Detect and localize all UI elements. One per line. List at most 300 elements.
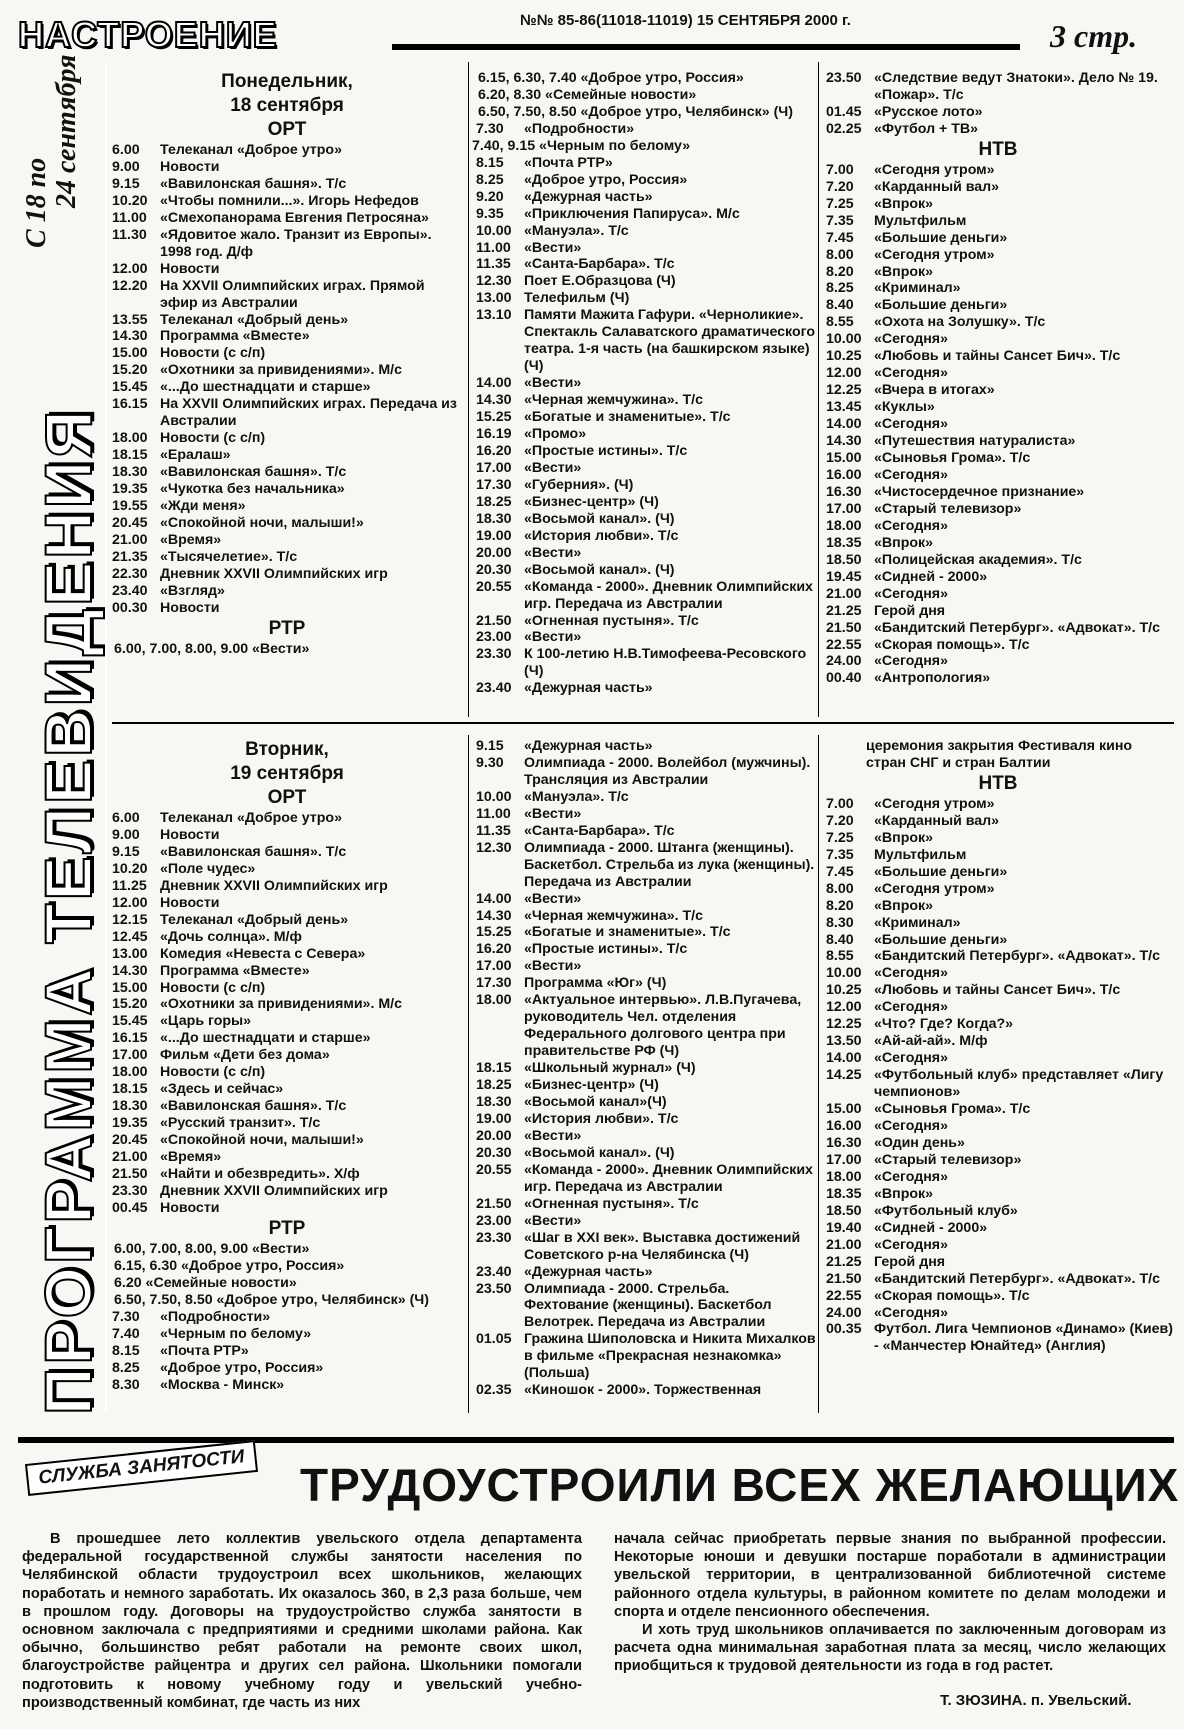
- schedule-program: «Любовь и тайны Сансет Бич». Т/с: [874, 348, 1121, 365]
- schedule-item: [822, 1220, 1174, 1237]
- schedule-program: «Криминал»: [874, 914, 961, 931]
- schedule-list: [108, 1241, 466, 1309]
- schedule-program: 7.40, 9.15 «Черным по белому»: [472, 137, 691, 154]
- schedule-program: «Почта РТР»: [160, 1342, 249, 1359]
- schedule-item: [472, 629, 816, 646]
- monday-col-1: [108, 70, 466, 658]
- schedule-time: 21.25: [826, 602, 862, 619]
- banner-dates-line2: 24 сентября: [51, 54, 82, 208]
- schedule-program: «...До шестнадцати и старше»: [160, 1030, 371, 1047]
- schedule-item: [822, 796, 1174, 813]
- schedule-item: [822, 230, 1174, 247]
- schedule-item: [822, 965, 1174, 982]
- article-paragraph: В прошедшее лето коллектив увельского отдела департамента федеральной государственной службы занятости населения по Челябинской области трудоустроил всех школьников, желающих поработать и немного заработать. Их оказалось 360, в 2,3 раза больше, чем в прошлом году. Договоры на трудоустройство служба занятости в основном заключала с предприятиями и средними школами района. Как обычно, большинство ребят работали на ремонте своих школ, благоустройстве райцентра и других сел района. Школьники помогали подготовить к новому учебному году и увельский учебно-производственный комбинат, где часть из них: [22, 1531, 582, 1711]
- masthead-title: НАСТРОЕНИЕ: [18, 14, 278, 55]
- schedule-item: [822, 247, 1174, 264]
- schedule-item: 6.00, 7.00, 8.00, 9.00 «Вести»: [114, 1240, 310, 1257]
- schedule-time: 16.15: [112, 1030, 148, 1047]
- schedule-item: 6.50, 7.50, 8.50 «Доброе утро, Челябинск» (Ч): [478, 103, 793, 120]
- schedule-time: 8.55: [826, 314, 854, 331]
- schedule-time: 18.00: [826, 1168, 862, 1185]
- schedule-program: «Футбольный клуб» представляет «Лигу чемпионов»: [874, 1067, 1164, 1101]
- schedule-item: [108, 481, 466, 498]
- schedule-item: [472, 307, 816, 375]
- schedule-program: «Почта РТР»: [524, 154, 613, 171]
- schedule-item: [822, 915, 1174, 932]
- schedule-item: [108, 328, 466, 345]
- schedule-item: [822, 399, 1174, 416]
- day-divider: [112, 722, 1174, 724]
- column-rule: [468, 735, 469, 1413]
- schedule-time: 20.30: [476, 561, 512, 578]
- schedule-time: 18.30: [112, 1098, 148, 1115]
- schedule-item: [822, 179, 1174, 196]
- schedule-time: 8.40: [826, 297, 854, 314]
- schedule-time: 7.00: [826, 161, 854, 178]
- monday-col-2: [472, 70, 816, 697]
- schedule-program: «Старый телевизор»: [874, 1151, 1022, 1168]
- schedule-item: [108, 929, 466, 946]
- schedule-program: «Вавилонская башня». Т/с: [160, 843, 347, 860]
- schedule-program: «Москва - Минск»: [160, 1376, 285, 1393]
- schedule-time: 18.00: [476, 992, 512, 1009]
- schedule-item: [472, 273, 816, 290]
- schedule-time: 16.20: [476, 442, 512, 459]
- schedule-program: Поет Е.Образцова (Ч): [524, 273, 676, 290]
- schedule-time: 15.20: [112, 362, 148, 379]
- schedule-program: «Дежурная часть»: [524, 188, 653, 205]
- schedule-time: 20.30: [476, 1144, 512, 1161]
- schedule-program: «Впрок»: [874, 829, 934, 846]
- schedule-item: 6.00, 7.00, 8.00, 9.00 «Вести»: [114, 640, 310, 657]
- schedule-item: [822, 982, 1174, 999]
- schedule-item: [822, 670, 1174, 687]
- schedule-time: 18.15: [476, 1060, 512, 1077]
- schedule-time: 18.35: [826, 1185, 862, 1202]
- schedule-time: 18.00: [112, 1064, 148, 1081]
- schedule-program: «Вести»: [524, 805, 582, 822]
- schedule-time: 9.00: [112, 158, 140, 175]
- schedule-program: «Сидней - 2000»: [874, 1219, 988, 1236]
- article-paragraph: И хоть труд школьников оплачивается по заключенным договорам из расчета одна минимальная заработная плата за месяц, число желающих приобщиться к трудовой деятельности из года в год растет.: [614, 1622, 1166, 1675]
- schedule-time: 8.25: [112, 1359, 140, 1376]
- schedule-program: Новости: [160, 826, 220, 843]
- schedule-program: «Сегодня утром»: [874, 246, 995, 263]
- schedule-program: «Бандитский Петербург». «Адвокат». Т/с: [874, 1270, 1161, 1287]
- schedule-item: [108, 261, 466, 278]
- schedule-time: 16.00: [826, 1118, 862, 1135]
- schedule-time: 20.45: [112, 514, 148, 531]
- schedule-list: [822, 796, 1174, 1355]
- schedule-time: 00.30: [112, 599, 148, 616]
- schedule-time: 12.00: [112, 260, 148, 277]
- schedule-time: 7.35: [826, 846, 854, 863]
- schedule-item: [472, 1145, 816, 1162]
- schedule-program: «Дочь солнца». М/ф: [160, 928, 302, 945]
- schedule-item: [472, 806, 816, 823]
- schedule-item: [472, 1331, 816, 1382]
- schedule-program: Программа «Юг» (Ч): [524, 975, 667, 992]
- schedule-program: «Впрок»: [874, 534, 934, 551]
- schedule-item: [472, 1196, 816, 1213]
- schedule-time: 19.35: [112, 481, 148, 498]
- schedule-program: Герой дня: [874, 602, 946, 619]
- schedule-program: Телеканал «Доброе утро»: [160, 810, 342, 826]
- schedule-program: «Впрок»: [874, 263, 934, 280]
- schedule-program: «История любви». Т/с: [524, 527, 679, 544]
- schedule-item: [108, 379, 466, 396]
- schedule-program: «Доброе утро, Россия»: [524, 171, 688, 188]
- schedule-program: Комедия «Невеста с Севера»: [160, 945, 366, 962]
- channel-header-rtr: РТР: [268, 617, 306, 639]
- schedule-item: [108, 583, 466, 600]
- schedule-item: [472, 1230, 816, 1264]
- schedule-item: 6.15, 6.30, 7.40 «Доброе утро, Россия»: [478, 70, 744, 86]
- schedule-program: «Актуальное интервью». Л.В.Пугачева, руководитель Чел. отделения Федерального долгового центра при правительстве РФ (Ч): [524, 992, 802, 1060]
- schedule-list: [822, 162, 1174, 688]
- schedule-item: [108, 1183, 466, 1200]
- schedule-item: [472, 494, 816, 511]
- schedule-program: Мультфильм: [874, 212, 967, 229]
- schedule-program: «Восьмой канал». (Ч): [524, 1144, 675, 1161]
- schedule-item: [822, 620, 1174, 637]
- schedule-item: [108, 447, 466, 464]
- schedule-item: [472, 528, 816, 545]
- schedule-time: 9.20: [476, 188, 504, 205]
- tuesday-col-1: [108, 738, 466, 1393]
- schedule-item: [472, 823, 816, 840]
- section-label: СЛУЖБА ЗАНЯТОСТИ: [25, 1440, 258, 1496]
- schedule-time: 23.50: [476, 1280, 512, 1297]
- schedule-program: «Сегодня»: [874, 653, 948, 670]
- schedule-time: 19.00: [476, 527, 512, 544]
- schedule-item: [472, 646, 816, 680]
- schedule-program: «Футбол + ТВ»: [874, 120, 979, 137]
- schedule-item: [108, 861, 466, 878]
- column-rule: [818, 62, 819, 717]
- schedule-item: [822, 1135, 1174, 1152]
- schedule-time: 21.50: [476, 1195, 512, 1212]
- schedule-item: [472, 908, 816, 925]
- schedule-program: «Сегодня»: [874, 365, 948, 382]
- schedule-time: 23.40: [476, 680, 512, 697]
- schedule-program: «Сегодня»: [874, 1304, 948, 1321]
- schedule-time: 20.00: [476, 544, 512, 561]
- channel-header-ntv: НТВ: [978, 772, 1018, 794]
- schedule-program: «Что? Где? Когда?»: [874, 1016, 1014, 1033]
- schedule-program: «Ай-ай-ай». М/ф: [874, 1033, 988, 1050]
- schedule-program: «Простые истины». Т/с: [524, 442, 688, 459]
- schedule-program: «Простые истины». Т/с: [524, 941, 688, 958]
- schedule-item: [108, 1166, 466, 1183]
- schedule-program: «Вести»: [524, 239, 582, 256]
- schedule-item: [822, 813, 1174, 830]
- schedule-program: «Шаг в XXI век». Выставка достижений Советского р-на Челябинска (Ч): [524, 1229, 801, 1263]
- column-rule: [468, 62, 469, 717]
- schedule-item: [472, 223, 816, 240]
- schedule-program: «Антропология»: [874, 670, 991, 687]
- schedule-time: 12.00: [826, 365, 862, 382]
- schedule-time: 9.15: [476, 738, 504, 754]
- schedule-time: 21.50: [476, 612, 512, 629]
- schedule-item: [472, 1060, 816, 1077]
- schedule-program: «Вести»: [524, 459, 582, 476]
- schedule-time: 19.00: [476, 1110, 512, 1127]
- schedule-program: «Скорая помощь». Т/с: [874, 636, 1030, 653]
- schedule-time: 18.25: [476, 493, 512, 510]
- schedule-time: 13.00: [112, 945, 148, 962]
- schedule-item: [472, 189, 816, 206]
- schedule-time: 12.15: [112, 911, 148, 928]
- schedule-program: «Куклы»: [874, 399, 935, 416]
- schedule-time: 21.50: [112, 1166, 148, 1183]
- schedule-program: «Черная жемчужина». Т/с: [524, 392, 703, 409]
- schedule-program: Новости (с с/п): [160, 979, 266, 996]
- schedule-program: «Тысячелетие». Т/с: [160, 548, 298, 565]
- schedule-time: 10.25: [826, 982, 862, 999]
- schedule-time: 20.55: [476, 1161, 512, 1178]
- schedule-time: 14.00: [826, 416, 862, 433]
- schedule-time: 21.00: [826, 585, 862, 602]
- schedule-item: [108, 912, 466, 929]
- schedule-item: [822, 586, 1174, 603]
- schedule-time: 13.10: [476, 307, 512, 324]
- schedule-item: [822, 1186, 1174, 1203]
- schedule-item: [822, 1033, 1174, 1050]
- schedule-time: 18.30: [476, 1094, 512, 1111]
- schedule-time: 23.30: [476, 1229, 512, 1246]
- schedule-time: 8.55: [826, 948, 854, 965]
- schedule-program: Футбол. Лига Чемпионов «Динамо» (Киев) - «Манчестер Юнайтед» (Англия): [874, 1321, 1173, 1355]
- schedule-item: [822, 1169, 1174, 1186]
- schedule-item: [472, 206, 816, 223]
- schedule-program: «Спокойной ночи, малыши!»: [160, 514, 364, 531]
- schedule-time: 11.35: [476, 256, 511, 273]
- schedule-program: «Большие деньги»: [874, 229, 1008, 246]
- schedule-program: «Сыновья Грома». Т/с: [874, 450, 1031, 467]
- schedule-item: [108, 396, 466, 430]
- schedule-program: «Здесь и сейчас»: [160, 1081, 284, 1098]
- schedule-item: [108, 1098, 466, 1115]
- schedule-item: [472, 975, 816, 992]
- schedule-program: Олимпиада - 2000. Штанга (женщины). Баскетбол. Стрельба из лука (женщины). Передача из Австралии: [524, 839, 815, 890]
- schedule-time: 23.30: [476, 646, 512, 663]
- schedule-time: 11.25: [112, 877, 147, 894]
- schedule-item: [108, 963, 466, 980]
- schedule-time: 7.25: [826, 829, 854, 846]
- schedule-item: [822, 416, 1174, 433]
- schedule-time: 00.40: [826, 670, 862, 687]
- schedule-program: На XXVII Олимпийских играх. Прямой эфир из Австралии: [160, 277, 425, 311]
- schedule-program: «Сегодня»: [874, 965, 948, 982]
- schedule-program: «Бизнес-центр» (Ч): [524, 1077, 659, 1094]
- schedule-time: 19.35: [112, 1115, 148, 1132]
- schedule-time: 10.00: [826, 331, 862, 348]
- schedule-program: «Царь горы»: [160, 1013, 252, 1030]
- schedule-item: [108, 844, 466, 861]
- article-headline: ТРУДОУСТРОИЛИ ВСЕХ ЖЕЛАЮЩИХ: [300, 1459, 1180, 1511]
- schedule-time: 6.00: [112, 142, 140, 158]
- schedule-time: 10.00: [476, 788, 512, 805]
- schedule-time: 13.45: [826, 399, 862, 416]
- schedule-time: 17.00: [476, 459, 512, 476]
- schedule-time: 8.20: [826, 897, 854, 914]
- schedule-time: 6.00: [112, 810, 140, 826]
- schedule-item: [822, 1152, 1174, 1169]
- schedule-item: [472, 121, 816, 138]
- channel-header-ntv: НТВ: [978, 138, 1018, 160]
- schedule-program: «Восьмой канал»(Ч): [524, 1094, 667, 1111]
- schedule-item: [108, 464, 466, 481]
- banner-dates: [22, 54, 82, 248]
- schedule-item: [822, 569, 1174, 586]
- schedule-time: 11.30: [112, 226, 147, 243]
- schedule-item: [472, 738, 816, 755]
- schedule-time: 23.30: [112, 1182, 148, 1199]
- schedule-time: 21.00: [826, 1236, 862, 1253]
- schedule-item: [472, 579, 816, 613]
- schedule-program: «Черным по белому»: [160, 1325, 312, 1342]
- schedule-program: «Карданный вал»: [874, 178, 1000, 195]
- schedule-item: [472, 941, 816, 958]
- schedule-item: [108, 1047, 466, 1064]
- schedule-item: [472, 155, 816, 172]
- schedule-item: [108, 227, 466, 261]
- schedule-time: 17.30: [476, 975, 512, 992]
- schedule-item: [822, 1254, 1174, 1271]
- schedule-time: 14.00: [826, 1050, 862, 1067]
- schedule-item: [822, 467, 1174, 484]
- schedule-time: 15.20: [112, 996, 148, 1013]
- schedule-program: «Школьный журнал» (Ч): [524, 1060, 696, 1077]
- schedule-program: «Сегодня»: [874, 466, 948, 483]
- schedule-program: «Полицейская академия». Т/с: [874, 551, 1082, 568]
- schedule-program: «Вести»: [524, 544, 582, 561]
- schedule-program: «Ералаш»: [160, 447, 231, 464]
- schedule-program: «Сегодня»: [874, 585, 948, 602]
- schedule-program: «Охотники за привидениями». М/с: [160, 996, 402, 1013]
- schedule-time: 8.40: [826, 931, 854, 948]
- schedule-program: Олимпиада - 2000. Волейбол (мужчины). Трансляция из Австралии: [524, 754, 811, 788]
- schedule-item: [822, 264, 1174, 281]
- schedule-time: 16.30: [826, 483, 862, 500]
- schedule-time: 8.15: [476, 154, 504, 171]
- schedule-item: [472, 562, 816, 579]
- banner-dates-line1: С 18 по: [21, 157, 52, 248]
- schedule-time: 18.00: [826, 517, 862, 534]
- schedule-item: [472, 375, 816, 392]
- schedule-time: 12.20: [112, 277, 148, 294]
- schedule-program: «Сегодня утром»: [874, 161, 995, 178]
- schedule-program: Телеканал «Добрый день»: [160, 311, 349, 328]
- schedule-item: [822, 1321, 1174, 1355]
- schedule-item: [472, 1281, 816, 1332]
- schedule-program: «Огненная пустыня». Т/с: [524, 612, 699, 629]
- schedule-time: 14.30: [826, 433, 862, 450]
- day-date: 18 сентября: [230, 95, 344, 116]
- schedule-item: [822, 297, 1174, 314]
- day-date: 19 сентября: [230, 763, 344, 784]
- schedule-item: [108, 1326, 466, 1343]
- schedule-item: [822, 1203, 1174, 1220]
- schedule-item: [472, 511, 816, 528]
- schedule-item: [822, 1271, 1174, 1288]
- schedule-program: Новости (с с/п): [160, 430, 266, 447]
- schedule-program: «Впрок»: [874, 1185, 934, 1202]
- schedule-item: [822, 331, 1174, 348]
- schedule-program: «Сегодня утром»: [874, 795, 995, 812]
- schedule-item: [108, 878, 466, 895]
- schedule-item: [108, 278, 466, 312]
- schedule-program: «Сидней - 2000»: [874, 568, 988, 585]
- schedule-item: [472, 477, 816, 494]
- schedule-time: 17.00: [112, 1047, 148, 1064]
- schedule-time: 9.35: [476, 205, 504, 222]
- schedule-item: [108, 345, 466, 362]
- schedule-item: [822, 450, 1174, 467]
- schedule-time: 15.45: [112, 379, 148, 396]
- schedule-program: «Большие деньги»: [874, 931, 1008, 948]
- schedule-time: 14.25: [826, 1067, 862, 1084]
- schedule-program: Дневник XXVII Олимпийских игр: [160, 565, 388, 582]
- schedule-time: 00.35: [826, 1321, 862, 1338]
- schedule-item: [472, 138, 816, 155]
- schedule-program: Новости (с с/п): [160, 345, 266, 362]
- schedule-item: [108, 1064, 466, 1081]
- schedule-time: 18.35: [826, 534, 862, 551]
- schedule-item: [108, 193, 466, 210]
- schedule-program: «Огненная пустыня». Т/с: [524, 1195, 699, 1212]
- schedule-item: [822, 653, 1174, 670]
- schedule-time: 14.30: [476, 392, 512, 409]
- schedule-item: [108, 895, 466, 912]
- schedule-program: «Вести»: [524, 375, 582, 392]
- schedule-program: «Богатые и знаменитые». Т/с: [524, 924, 731, 941]
- issue-number: №№ 85-86(11018-11019) 15 СЕНТЯБРЯ 2000 г.: [520, 12, 851, 29]
- schedule-item: [108, 1115, 466, 1132]
- schedule-item: [472, 240, 816, 257]
- schedule-item: [108, 430, 466, 447]
- schedule-list: [472, 70, 816, 121]
- schedule-time: 17.00: [826, 1151, 862, 1168]
- schedule-item: [822, 121, 1174, 138]
- schedule-time: 21.35: [112, 548, 148, 565]
- schedule-item: [822, 603, 1174, 620]
- schedule-program: «Сегодня»: [874, 1236, 948, 1253]
- schedule-time: 9.30: [476, 754, 504, 771]
- schedule-time: 14.00: [476, 890, 512, 907]
- schedule-time: 19.55: [112, 498, 148, 515]
- schedule-item: [108, 515, 466, 532]
- schedule-program: «Смехопанорама Евгения Петросяна»: [160, 209, 429, 226]
- schedule-program: «Чукотка без начальника»: [160, 481, 345, 498]
- schedule-program: «Вчера в итогах»: [874, 382, 995, 399]
- schedule-program: «Чистосердечное признание»: [874, 483, 1085, 500]
- schedule-time: 21.00: [112, 1149, 148, 1166]
- schedule-item: [108, 142, 466, 159]
- schedule-list: [822, 70, 1174, 138]
- schedule-program: Новости: [160, 260, 220, 277]
- schedule-program: «Вести»: [524, 1212, 582, 1229]
- schedule-item: [108, 1360, 466, 1377]
- schedule-program: «Сегодня утром»: [874, 880, 995, 897]
- schedule-item: [108, 176, 466, 193]
- schedule-program: Гражина Шиполовска и Никита Михалков в фильме «Прекрасная незнакомка» (Польша): [524, 1331, 816, 1382]
- schedule-item: [108, 1343, 466, 1360]
- schedule-time: 22.55: [826, 636, 862, 653]
- schedule-time: 10.25: [826, 348, 862, 365]
- schedule-time: 11.00: [476, 805, 511, 822]
